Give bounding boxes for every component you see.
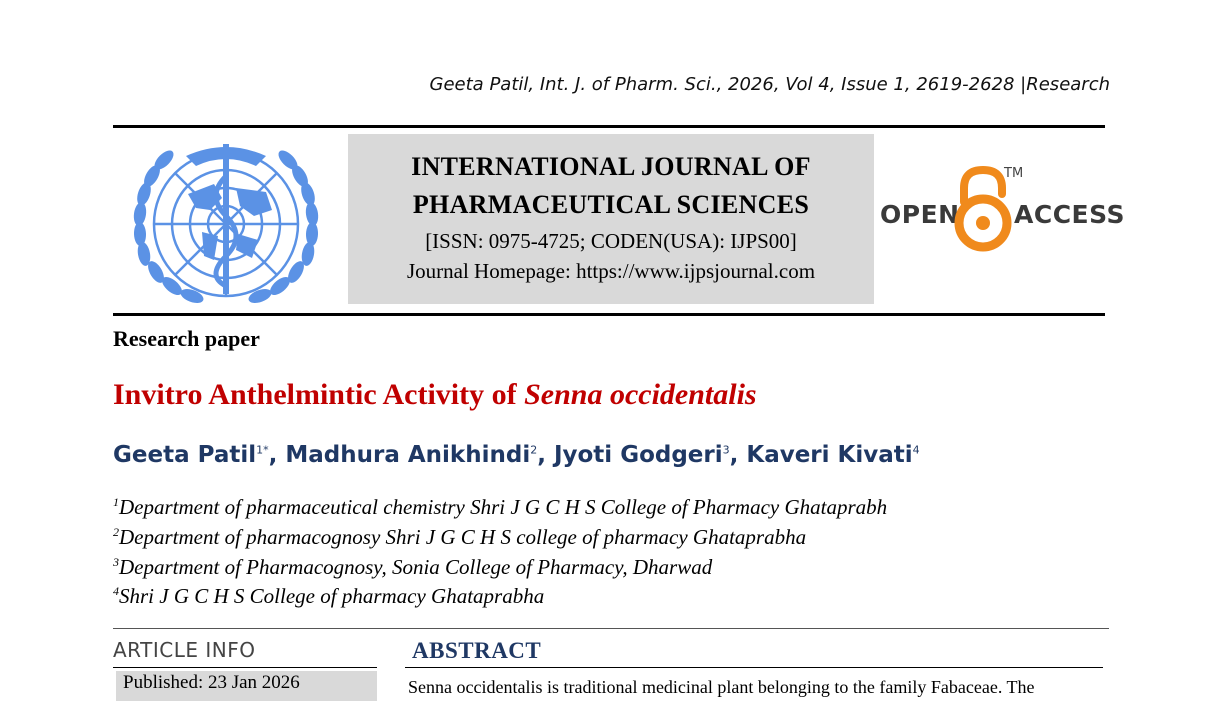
article-title-species: Senna occidentalis: [524, 378, 757, 411]
paper-type: Research paper: [113, 326, 260, 351]
affiliation: $^3$Department of Pharmacognosy, Sonia College of Pharmacy, Dharwad: [113, 555, 713, 579]
abstract-text: Senna occidentalis is traditional medicinal plant belonging to the family Fabaceae. The: [408, 677, 1035, 697]
author-list: [113, 442, 920, 468]
article-info-heading: ARTICLE INFO: [113, 638, 256, 662]
author-affil-mark: 3: [722, 443, 730, 457]
author-affil-mark: 1*: [256, 443, 269, 457]
trademark: TM: [1004, 166, 1024, 181]
journal-title-box: [348, 134, 874, 304]
running-head: Geeta Patil, Int. J. of Pharm. Sci., 2026, Vol 4, Issue 1, 2619-2628 |Research: [429, 74, 1110, 95]
open-access-word-access: ACCESS: [1014, 200, 1126, 229]
header-rule-top: [113, 125, 1105, 128]
abstract-heading: ABSTRACT: [412, 638, 542, 663]
article-info-rule: [113, 667, 377, 668]
author-name: Geeta Patil: [113, 442, 257, 468]
journal-issn: [ISSN: 0975-4725; CODEN(USA): IJPS00]: [425, 229, 797, 253]
header-rule-bottom: [113, 313, 1105, 316]
author-separator: ,: [268, 442, 286, 468]
affiliation: $^4$Shri J G C H S College of pharmacy Ghataprabha: [113, 584, 545, 608]
affiliation: $^2$Department of pharmacognosy Shri J G C H S college of pharmacy Ghataprabha: [113, 525, 807, 549]
author-name: Kaveri Kivati: [746, 442, 913, 468]
open-access-logo: [880, 162, 1126, 254]
author-name: Jyoti Godgeri: [553, 442, 723, 468]
article-title: [113, 378, 757, 412]
journal-title-line1: INTERNATIONAL JOURNAL OF: [411, 152, 811, 181]
author-name: Madhura Anikhindi: [285, 442, 531, 468]
author-affil-mark: 2: [530, 443, 538, 457]
published-date: Published: 23 Jan 2026: [123, 672, 300, 693]
published-box: [116, 671, 377, 701]
section-divider: [113, 628, 1109, 629]
author-separator: ,: [537, 442, 554, 468]
open-access-word-open: OPEN: [880, 200, 960, 229]
un-emblem-icon: [126, 136, 326, 306]
affiliation: $^1$Department of pharmaceutical chemistry Shri J G C H S College of Pharmacy Ghataprabh: [113, 495, 888, 519]
journal-title-line2: PHARMACEUTICAL SCIENCES: [412, 190, 810, 219]
author-separator: ,: [729, 442, 747, 468]
author-affil-mark: 4: [912, 443, 920, 457]
article-title-plain: Invitro Anthelmintic Activity of: [113, 378, 525, 411]
journal-homepage[interactable]: Journal Homepage: https://www.ijpsjournal.com: [406, 259, 816, 283]
abstract-rule: [405, 667, 1103, 668]
